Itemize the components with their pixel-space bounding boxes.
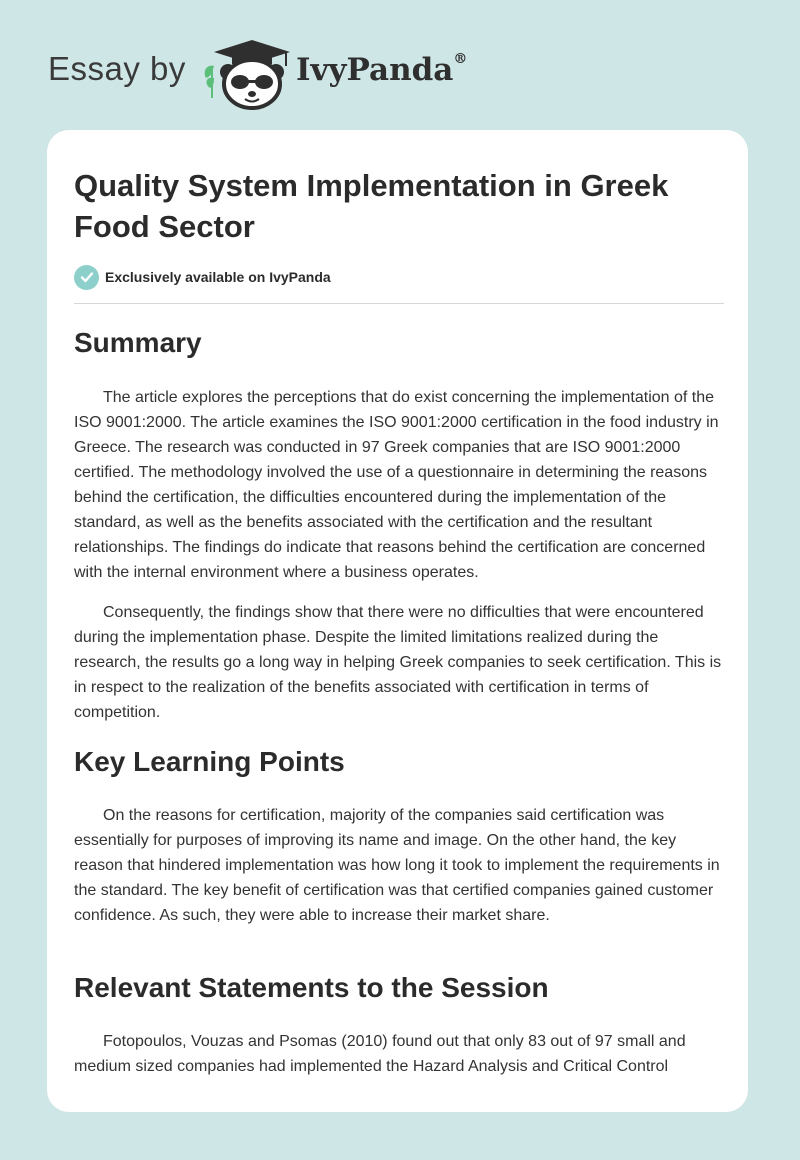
exclusive-badge — [74, 263, 331, 291]
section-heading-relevant-statements: Relevant Statements to the Session — [74, 972, 549, 1003]
divider — [74, 303, 724, 304]
site-header — [0, 0, 800, 130]
summary-paragraph-1: The article explores the perceptions that do exist concerning the implementation of the ISO 9001:2000. The article examines the ISO 9001:2000 certification in the food industry in Greece. The research was conducted in 97 Greek companies that are ISO 9001:2000 certified. The methodology involved the use of a questionnaire in determining the reasons behind the certification, the difficulties encountered during the implementation of the standard, as well as the benefits associated with the certification and the resultant relationships. The findings do indicate that reasons behind the certification are concerned with the internal environment where a business operates. — [74, 389, 719, 581]
summary-paragraph-2: Consequently, the findings show that there were no difficulties that were encountered during the implementation phase. Despite the limited limitations realized during the research, the results go a long way in helping Greek companies to seek certification. This is in respect to the realization of the benefits associated with certification in terms of competition. — [74, 604, 722, 721]
panda-logo-icon[interactable] — [200, 36, 292, 110]
registered-mark: ® — [453, 50, 468, 67]
exclusive-label: Exclusively available on IvyPanda — [105, 269, 331, 285]
brand-name[interactable] — [296, 52, 467, 88]
check-icon — [74, 265, 99, 290]
essay-by-label: Essay by — [48, 50, 186, 87]
page-title: Quality System Implementation in Greek Food Sector — [74, 168, 669, 244]
key-learning-paragraph-1: On the reasons for certification, majority of the companies said certification was essentially for purposes of improving its name and image. On the other hand, the key reason that hindered implementation was how long it took to implement the requirements in the standard. The key benefit of certification was that certified companies gained customer confidence. As such, they were able to increase their market share. — [74, 807, 720, 924]
article-card — [47, 130, 748, 1112]
relevant-statements-paragraph-1: Fotopoulos, Vouzas and Psomas (2010) found out that only 83 out of 97 small and medium sized companies had implemented the Hazard Analysis and Critical Control — [74, 1033, 686, 1075]
brand-text: IvyPanda — [296, 52, 454, 88]
section-heading-key-learning-points: Key Learning Points — [74, 746, 345, 777]
section-heading-summary: Summary — [74, 327, 202, 358]
